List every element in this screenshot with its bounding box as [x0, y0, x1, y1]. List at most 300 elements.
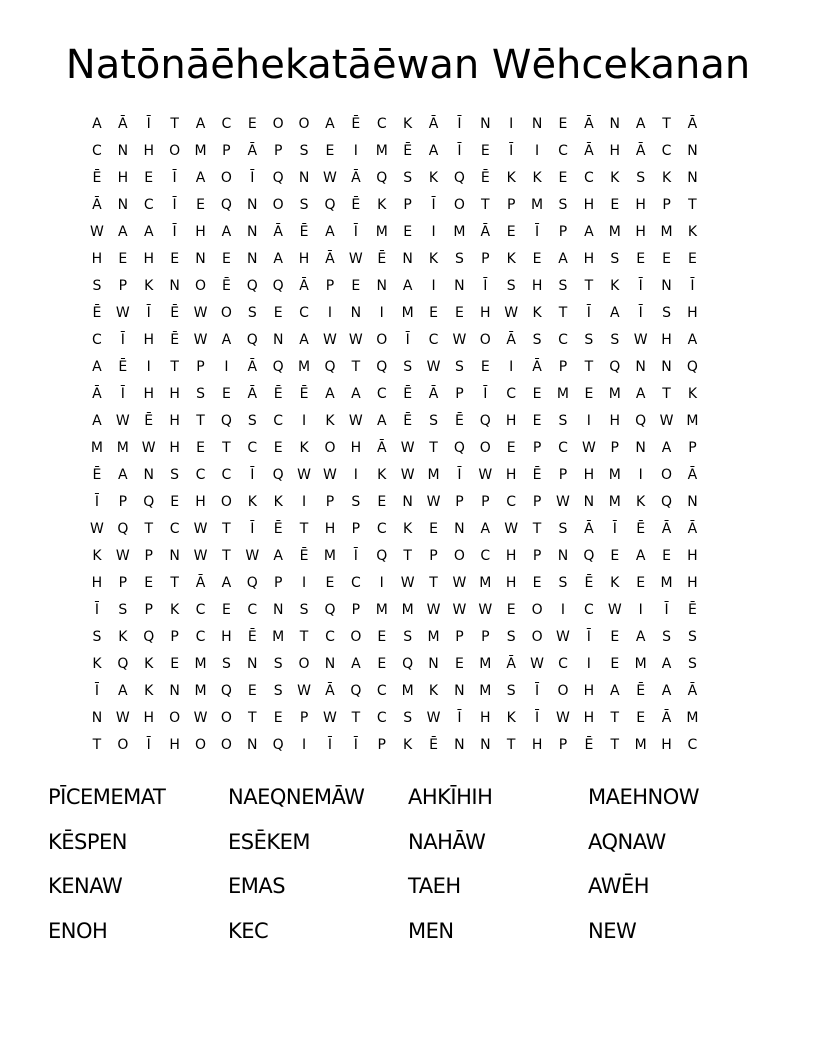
grid-letter: H	[583, 251, 595, 267]
grid-letter: N	[91, 710, 103, 726]
grid-letter: E	[610, 197, 620, 213]
grid-letter: S	[92, 278, 102, 294]
grid-letter: I	[431, 278, 436, 294]
grid-letter: Ī	[120, 332, 125, 348]
grid-letter: H	[583, 197, 595, 213]
grid-letter: W	[297, 683, 311, 699]
grid-letter: P	[144, 548, 153, 564]
grid-letter: Ā	[376, 440, 387, 456]
word-list-item: TAEH	[408, 874, 461, 898]
grid-letter: Ē	[92, 467, 102, 483]
grid-letter: K	[687, 224, 698, 240]
grid-letter: Q	[220, 197, 232, 213]
grid-letter: Ē	[299, 548, 309, 564]
grid-letter: P	[325, 278, 335, 294]
grid-letter: Ī	[535, 710, 540, 726]
grid-letter: I	[638, 602, 643, 618]
grid-letter: N	[247, 251, 258, 267]
grid-letter: A	[635, 548, 646, 564]
grid-letter: W	[115, 305, 130, 321]
grid-letter: S	[687, 656, 697, 672]
grid-letter: W	[115, 548, 130, 564]
grid-letter: W	[452, 602, 467, 618]
grid-letter: C	[558, 332, 568, 348]
grid-letter: Ē	[170, 332, 180, 348]
grid-letter: E	[506, 602, 516, 618]
grid-letter: T	[662, 116, 671, 132]
grid-row	[84, 138, 732, 165]
grid-letter: Ī	[146, 737, 151, 753]
grid-letter: O	[272, 116, 284, 132]
grid-letter: Ī	[612, 521, 617, 537]
grid-letter: E	[351, 278, 361, 294]
grid-letter: N	[531, 116, 543, 132]
grid-letter: A	[325, 116, 335, 132]
grid-letter: O	[169, 710, 181, 726]
grid-letter: E	[325, 143, 335, 159]
grid-letter: I	[302, 413, 307, 429]
grid-letter: T	[351, 710, 361, 726]
grid-letter: Ī	[457, 710, 462, 726]
grid-letter: H	[221, 629, 232, 645]
grid-letter: N	[195, 251, 206, 267]
grid-letter: I	[379, 305, 384, 321]
grid-letter: S	[558, 278, 568, 294]
grid-letter: K	[661, 170, 672, 186]
grid-letter: M	[375, 224, 388, 240]
grid-letter: P	[170, 629, 179, 645]
grid-letter: K	[273, 494, 283, 510]
grid-letter: C	[558, 440, 568, 456]
grid-letter: I	[379, 575, 384, 591]
grid-letter: M	[634, 656, 647, 672]
grid-letter: Ā	[687, 467, 698, 483]
grid-letter: P	[506, 197, 516, 213]
grid-letter: N	[557, 548, 569, 564]
grid-letter: H	[169, 737, 180, 753]
grid-letter: Ī	[638, 305, 643, 321]
grid-letter: H	[324, 521, 336, 537]
grid-letter: W	[556, 710, 570, 726]
grid-row	[84, 435, 732, 462]
grid-letter: S	[170, 467, 180, 483]
grid-letter: W	[141, 440, 156, 456]
grid-letter: K	[428, 251, 439, 267]
grid-letter: Q	[686, 359, 698, 375]
grid-letter: H	[169, 413, 180, 429]
grid-letter: H	[143, 710, 154, 726]
grid-letter: M	[686, 710, 699, 726]
grid-row	[84, 111, 732, 138]
grid-letter: E	[221, 602, 231, 618]
grid-letter: Ē	[299, 386, 309, 402]
grid-letter: Ī	[509, 143, 514, 159]
grid-letter: S	[403, 359, 413, 375]
grid-letter: K	[506, 710, 516, 726]
grid-letter: E	[636, 575, 646, 591]
grid-letter: N	[583, 494, 595, 510]
grid-letter: A	[687, 332, 698, 348]
grid-letter: O	[479, 440, 491, 456]
grid-letter: K	[299, 440, 309, 456]
grid-letter: S	[118, 602, 128, 618]
grid-letter: N	[687, 170, 698, 186]
grid-letter: O	[298, 656, 310, 672]
grid-letter: A	[143, 224, 154, 240]
grid-letter: C	[195, 467, 206, 483]
grid-letter: A	[118, 683, 128, 699]
grid-row	[84, 678, 732, 705]
grid-letter: Q	[272, 737, 284, 753]
grid-letter: N	[661, 278, 672, 294]
grid-letter: W	[400, 575, 415, 591]
grid-letter: C	[195, 629, 206, 645]
grid-letter: S	[506, 629, 516, 645]
grid-letter: T	[584, 359, 594, 375]
grid-letter: Ā	[92, 386, 102, 402]
grid-letter: E	[558, 116, 568, 132]
grid-letter: A	[635, 386, 646, 402]
grid-letter: K	[377, 197, 387, 213]
word-list	[48, 775, 768, 953]
grid-row	[84, 354, 732, 381]
grid-row	[84, 327, 732, 354]
grid-letter: E	[558, 170, 568, 186]
grid-letter: W	[193, 521, 208, 537]
grid-letter: S	[403, 710, 413, 726]
grid-letter: Q	[324, 602, 336, 618]
grid-letter: E	[662, 548, 671, 564]
grid-letter: Q	[117, 656, 129, 672]
grid-letter: E	[377, 656, 387, 672]
grid-letter: Ī	[431, 197, 436, 213]
grid-letter: M	[608, 224, 621, 240]
grid-letter: H	[195, 224, 206, 240]
grid-letter: N	[169, 548, 180, 564]
grid-letter: M	[323, 548, 336, 564]
grid-letter: S	[558, 521, 568, 537]
grid-letter: O	[194, 737, 207, 753]
grid-letter: Ā	[687, 683, 698, 699]
grid-letter: Ā	[118, 116, 128, 132]
grid-letter: P	[273, 143, 283, 159]
grid-letter: A	[402, 278, 413, 294]
grid-letter: N	[480, 116, 491, 132]
grid-row	[84, 489, 732, 516]
grid-letter: E	[506, 440, 516, 456]
grid-letter: S	[532, 332, 542, 348]
grid-letter: N	[635, 440, 646, 456]
grid-letter: H	[505, 467, 517, 483]
grid-letter: O	[376, 332, 388, 348]
grid-letter: Ī	[353, 224, 358, 240]
grid-letter: M	[634, 737, 647, 753]
grid-letter: E	[532, 251, 542, 267]
grid-letter: N	[635, 359, 646, 375]
grid-letter: Ī	[94, 602, 100, 618]
grid-letter: Ā	[247, 386, 258, 402]
grid-letter: I	[535, 143, 540, 159]
grid-letter: Ī	[94, 494, 100, 510]
grid-letter: Q	[376, 359, 388, 375]
grid-letter: P	[558, 359, 568, 375]
grid-letter: O	[220, 710, 232, 726]
grid-letter: H	[143, 143, 154, 159]
grid-letter: Ē	[144, 413, 154, 429]
grid-letter: Ī	[250, 467, 255, 483]
grid-letter: Ī	[250, 170, 255, 186]
grid-letter: P	[558, 224, 568, 240]
grid-letter: H	[169, 386, 180, 402]
grid-letter: Ī	[327, 737, 333, 753]
grid-letter: Ē	[584, 575, 594, 591]
grid-letter: E	[377, 629, 387, 645]
grid-letter: S	[506, 278, 516, 294]
grid-letter: Ī	[353, 548, 358, 564]
grid-letter: K	[144, 656, 154, 672]
grid-letter: S	[273, 656, 283, 672]
grid-letter: Ā	[584, 521, 594, 537]
grid-letter: W	[193, 332, 208, 348]
grid-letter: S	[273, 683, 283, 699]
grid-letter: Ā	[247, 359, 258, 375]
grid-letter: Ī	[664, 602, 669, 618]
grid-letter: P	[662, 197, 671, 213]
grid-letter: M	[298, 359, 311, 375]
grid-letter: K	[144, 278, 154, 294]
grid-letter: W	[90, 521, 104, 537]
grid-letter: M	[401, 683, 414, 699]
grid-letter: K	[403, 116, 413, 132]
grid-letter: Ā	[480, 224, 491, 240]
grid-letter: Ē	[273, 386, 283, 402]
grid-letter: A	[92, 116, 102, 132]
grid-letter: Ē	[636, 521, 646, 537]
grid-letter: S	[610, 251, 620, 267]
grid-letter: K	[118, 629, 128, 645]
grid-letter: H	[350, 440, 362, 456]
grid-letter: Ī	[94, 683, 100, 699]
grid-letter: H	[480, 305, 491, 321]
page-title: Natōnāēhekatāēwan Wēhcekanan	[65, 42, 751, 88]
grid-letter: O	[272, 197, 284, 213]
grid-letter: H	[609, 413, 621, 429]
grid-letter: Q	[246, 278, 258, 294]
grid-letter: Q	[324, 359, 336, 375]
grid-letter: M	[375, 143, 388, 159]
grid-letter: N	[324, 656, 336, 672]
grid-letter: Ā	[506, 332, 516, 348]
grid-letter: Ī	[690, 278, 695, 294]
grid-letter: K	[428, 170, 439, 186]
grid-letter: O	[324, 440, 336, 456]
grid-letter: Ā	[299, 278, 309, 294]
grid-letter: H	[687, 548, 698, 564]
grid-letter: I	[302, 494, 307, 510]
grid-letter: H	[661, 332, 672, 348]
grid-letter: I	[586, 656, 591, 672]
grid-letter: C	[143, 197, 154, 213]
grid-letter: K	[532, 305, 542, 321]
grid-letter: W	[323, 332, 337, 348]
grid-letter: Ī	[586, 305, 591, 321]
grid-row	[84, 219, 732, 246]
grid-letter: C	[247, 602, 258, 618]
grid-letter: I	[302, 737, 307, 753]
grid-letter: S	[558, 413, 568, 429]
word-list-item: AWĒH	[588, 874, 650, 898]
word-list-item: KĒSPEN	[48, 829, 128, 854]
grid-letter: W	[323, 710, 337, 726]
grid-letter: Ī	[586, 629, 591, 645]
grid-letter: S	[351, 494, 361, 510]
grid-letter: S	[506, 683, 516, 699]
grid-letter: W	[659, 413, 674, 429]
grid-letter: Ā	[325, 251, 335, 267]
grid-letter: E	[662, 251, 671, 267]
grid-letter: A	[118, 467, 128, 483]
grid-letter: H	[583, 467, 595, 483]
grid-letter: K	[506, 251, 516, 267]
grid-letter: A	[376, 413, 387, 429]
grid-letter: C	[221, 116, 232, 132]
grid-letter: E	[688, 251, 697, 267]
grid-letter: H	[169, 440, 180, 456]
grid-letter: H	[531, 278, 543, 294]
grid-letter: S	[429, 413, 438, 429]
grid-letter: C	[350, 575, 361, 591]
grid-letter: K	[247, 494, 257, 510]
grid-letter: C	[273, 413, 284, 429]
grid-letter: S	[558, 197, 568, 213]
grid-letter: M	[427, 629, 440, 645]
grid-letter: K	[144, 683, 154, 699]
grid-letter: Ā	[687, 521, 698, 537]
grid-letter: A	[635, 116, 646, 132]
grid-letter: N	[480, 737, 491, 753]
grid-letter: M	[608, 494, 621, 510]
grid-letter: A	[325, 224, 335, 240]
grid-letter: N	[169, 278, 180, 294]
grid-letter: W	[193, 710, 208, 726]
grid-letter: K	[403, 521, 413, 537]
word-list-item: AHKĪHIH	[408, 785, 493, 809]
grid-letter: Q	[246, 332, 258, 348]
grid-letter: C	[583, 170, 594, 186]
grid-letter: M	[194, 143, 207, 159]
grid-letter: Ī	[172, 197, 177, 213]
grid-row	[84, 462, 732, 489]
grid-letter: K	[428, 683, 439, 699]
grid-letter: C	[376, 521, 387, 537]
grid-letter: C	[558, 143, 568, 159]
grid-letter: A	[221, 332, 232, 348]
grid-letter: M	[272, 629, 285, 645]
grid-letter: A	[325, 386, 335, 402]
grid-letter: W	[504, 305, 519, 321]
grid-letter: Q	[272, 170, 284, 186]
grid-letter: N	[687, 143, 698, 159]
grid-letter: Ā	[584, 143, 594, 159]
word-list-item: NEW	[588, 918, 637, 943]
grid-letter: Ē	[636, 683, 646, 699]
grid-letter: W	[633, 332, 648, 348]
grid-letter: S	[454, 251, 464, 267]
grid-letter: Ī	[535, 224, 540, 240]
grid-letter: H	[661, 737, 672, 753]
grid-letter: P	[222, 143, 231, 159]
grid-letter: S	[687, 629, 697, 645]
grid-letter: A	[635, 629, 646, 645]
grid-letter: W	[348, 251, 363, 267]
grid-letter: P	[481, 251, 490, 267]
grid-letter: I	[327, 305, 333, 321]
grid-letter: E	[325, 575, 335, 591]
grid-letter: W	[400, 467, 415, 483]
grid-letter: T	[299, 629, 309, 645]
grid-letter: O	[220, 170, 232, 186]
word-search-grid	[84, 111, 732, 759]
grid-letter: W	[400, 440, 415, 456]
grid-letter: I	[302, 575, 307, 591]
grid-letter: M	[453, 224, 466, 240]
grid-letter: Ī	[535, 683, 540, 699]
grid-letter: P	[532, 494, 542, 510]
grid-letter: Q	[376, 170, 388, 186]
grid-letter: S	[403, 170, 413, 186]
grid-letter: S	[610, 332, 620, 348]
grid-letter: Q	[609, 359, 621, 375]
grid-letter: W	[115, 710, 130, 726]
grid-letter: P	[455, 494, 464, 510]
grid-letter: P	[532, 548, 542, 564]
grid-letter: E	[454, 305, 464, 321]
grid-letter: C	[376, 710, 387, 726]
grid-letter: Ē	[403, 413, 413, 429]
grid-row	[84, 408, 732, 435]
grid-letter: S	[558, 575, 568, 591]
grid-letter: E	[170, 251, 180, 267]
grid-letter: Ā	[661, 710, 672, 726]
grid-letter: C	[92, 332, 102, 348]
grid-letter: Ē	[170, 305, 180, 321]
grid-letter: Ē	[688, 602, 697, 618]
grid-letter: Q	[583, 548, 595, 564]
grid-letter: E	[610, 548, 620, 564]
grid-letter: A	[351, 386, 361, 402]
grid-row	[84, 192, 732, 219]
grid-letter: C	[221, 467, 232, 483]
grid-letter: Ē	[429, 737, 438, 753]
grid-letter: E	[532, 575, 542, 591]
grid-letter: M	[556, 386, 570, 402]
grid-letter: E	[221, 386, 231, 402]
grid-letter: T	[610, 737, 620, 753]
grid-letter: Ē	[273, 521, 283, 537]
grid-letter: W	[478, 602, 493, 618]
grid-letter: W	[607, 602, 622, 618]
grid-letter: Q	[220, 683, 232, 699]
grid-letter: A	[609, 683, 620, 699]
grid-letter: N	[298, 170, 310, 186]
grid-letter: I	[146, 359, 151, 375]
grid-letter: N	[402, 494, 413, 510]
grid-letter: E	[429, 521, 438, 537]
grid-letter: A	[92, 413, 102, 429]
grid-letter: S	[247, 413, 257, 429]
grid-letter: H	[91, 251, 103, 267]
grid-letter: O	[557, 683, 569, 699]
